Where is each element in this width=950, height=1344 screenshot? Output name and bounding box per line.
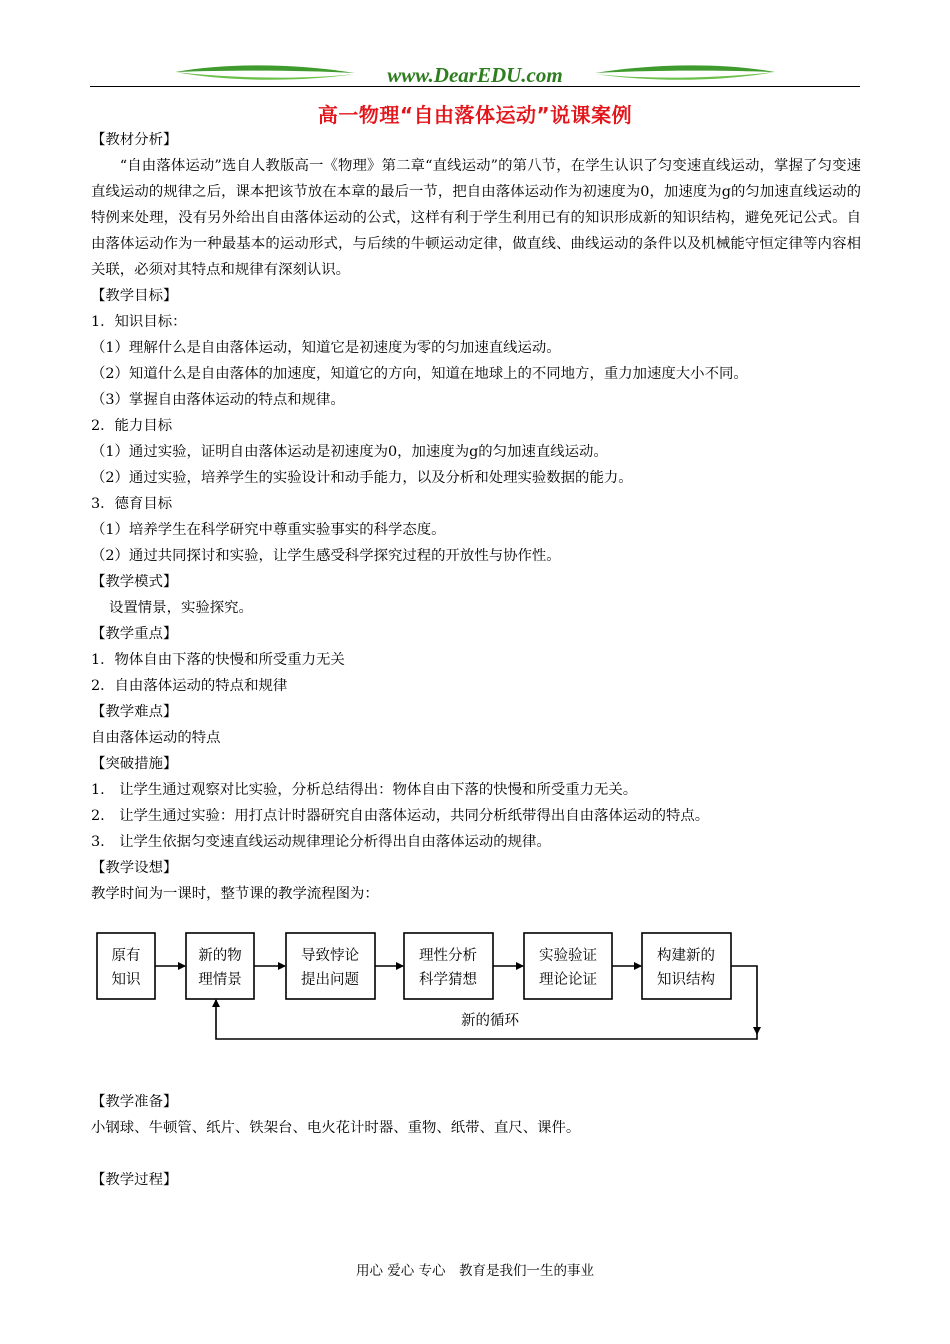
knowledge-goal-item: （1）理解什么是自由落体运动，知道它是初速度为零的匀加速直线运动。	[91, 340, 561, 356]
document-body	[91, 127, 861, 907]
measure-item: 3. 让学生依据匀变速直线运动规律理论分析得出自由落体运动的规律。	[91, 834, 551, 850]
header-divider	[90, 86, 860, 87]
flow-box-label: 新的物	[198, 948, 242, 964]
flow-box-label: 原有	[111, 948, 141, 964]
heading-difficulty: 【教学难点】	[91, 704, 178, 720]
knowledge-goal-title: 1．知识目标：	[91, 314, 187, 330]
heading-teaching-goals: 【教学目标】	[91, 288, 178, 304]
measure-item: 2. 让学生通过实验：用打点计时器研究自由落体运动，共同分析纸带得出自由落体运动的特点。	[91, 808, 710, 824]
flow-box-label: 实验验证	[539, 948, 597, 964]
loop-label: 新的循环	[461, 1013, 519, 1029]
heading-key-points: 【教学重点】	[91, 626, 178, 642]
flow-box	[404, 933, 493, 999]
difficulty-text: 自由落体运动的特点	[91, 730, 221, 746]
teaching-flowchart	[95, 924, 775, 1044]
flow-box	[642, 933, 731, 999]
page-footer: 用心 爱心 专心 教育是我们一生的事业	[355, 1263, 595, 1279]
flow-box	[524, 933, 612, 999]
heading-teaching-mode: 【教学模式】	[91, 574, 178, 590]
knowledge-goal-item: （3）掌握自由落体运动的特点和规律。	[91, 392, 345, 408]
flow-box-label: 导致悖论	[301, 948, 359, 964]
moral-goal-item: （2）通过共同探讨和实验，让学生感受科学探究过程的开放性与协作性。	[91, 548, 561, 564]
preparation-text: 小钢球、牛顿管、纸片、铁架台、电火花计时器、重物、纸带、直尺、课件。	[91, 1120, 581, 1136]
flow-box-label: 科学猜想	[419, 972, 477, 988]
ability-goal-item: （1）通过实验，证明自由落体运动是初速度为0，加速度为g的匀加速直线运动。	[91, 444, 608, 460]
flow-box-label: 理性分析	[419, 948, 477, 964]
ability-goal-title: 2．能力目标	[91, 418, 173, 434]
site-url: www.DearEDU.com	[387, 63, 563, 87]
heading-process: 【教学过程】	[91, 1172, 178, 1188]
ability-goal-item: （2）通过实验，培养学生的实验设计和动手能力，以及分析和处理实验数据的能力。	[91, 470, 633, 486]
flow-box-label: 提出问题	[301, 972, 359, 988]
flow-box-label: 知识结构	[657, 972, 715, 988]
flow-box	[286, 933, 375, 999]
document-body-lower	[91, 1089, 861, 1193]
flow-box	[97, 933, 155, 999]
moral-goal-title: 3．德育目标	[91, 496, 173, 512]
heading-design: 【教学设想】	[91, 860, 178, 876]
key-point-item: 2．自由落体运动的特点和规律	[91, 678, 288, 694]
flow-box-label: 理论论证	[539, 972, 597, 988]
flow-arrow	[731, 966, 757, 1034]
flow-box-label: 理情景	[198, 972, 242, 988]
flow-box-label: 知识	[111, 972, 141, 988]
page-title: 高一物理“自由落体运动”说课案例	[317, 103, 633, 127]
heading-measures: 【突破措施】	[91, 756, 178, 772]
teaching-mode-text: 设置情景，实验探究。	[109, 600, 253, 616]
design-text: 教学时间为一课时，整节课的教学流程图为：	[91, 886, 379, 902]
key-point-item: 1．物体自由下落的快慢和所受重力无关	[91, 652, 345, 668]
flow-box	[186, 933, 254, 999]
measure-item: 1. 让学生通过观察对比实验，分析总结得出：物体自由下落的快慢和所受重力无关。	[91, 782, 638, 798]
knowledge-goal-item: （2）知道什么是自由落体的加速度，知道它的方向，知道在地球上的不同地方，重力加速度大小不同。	[91, 366, 748, 382]
heading-preparation: 【教学准备】	[91, 1094, 178, 1110]
textbook-analysis-paragraph: “自由落体运动”选自人教版高一《物理》第二章“直线运动”的第八节，在学生认识了匀变速直线运动，掌握了匀变速直线运动的规律之后，课本把该节放在本章的最后一节，把自由落体运动作为初速度为0，加速度为g的匀加速直线运动的特例来处理，没有另外给出自由落体运动的公式，这样有利于学生利用已有的知识形成新的知识结构，避免死记公式。自由落体运动作为一种最基本的运动形式，与后续的牛顿运动定律，做直线、曲线运动的条件以及机械能守恒定律等内容相关联，必须对其特点和规律有深刻认识。	[91, 158, 861, 278]
flow-box-label: 构建新的	[657, 948, 715, 964]
spacer	[91, 1141, 861, 1167]
moral-goal-item: （1）培养学生在科学研究中尊重实验事实的科学态度。	[91, 522, 446, 538]
heading-textbook-analysis: 【教材分析】	[91, 132, 178, 148]
